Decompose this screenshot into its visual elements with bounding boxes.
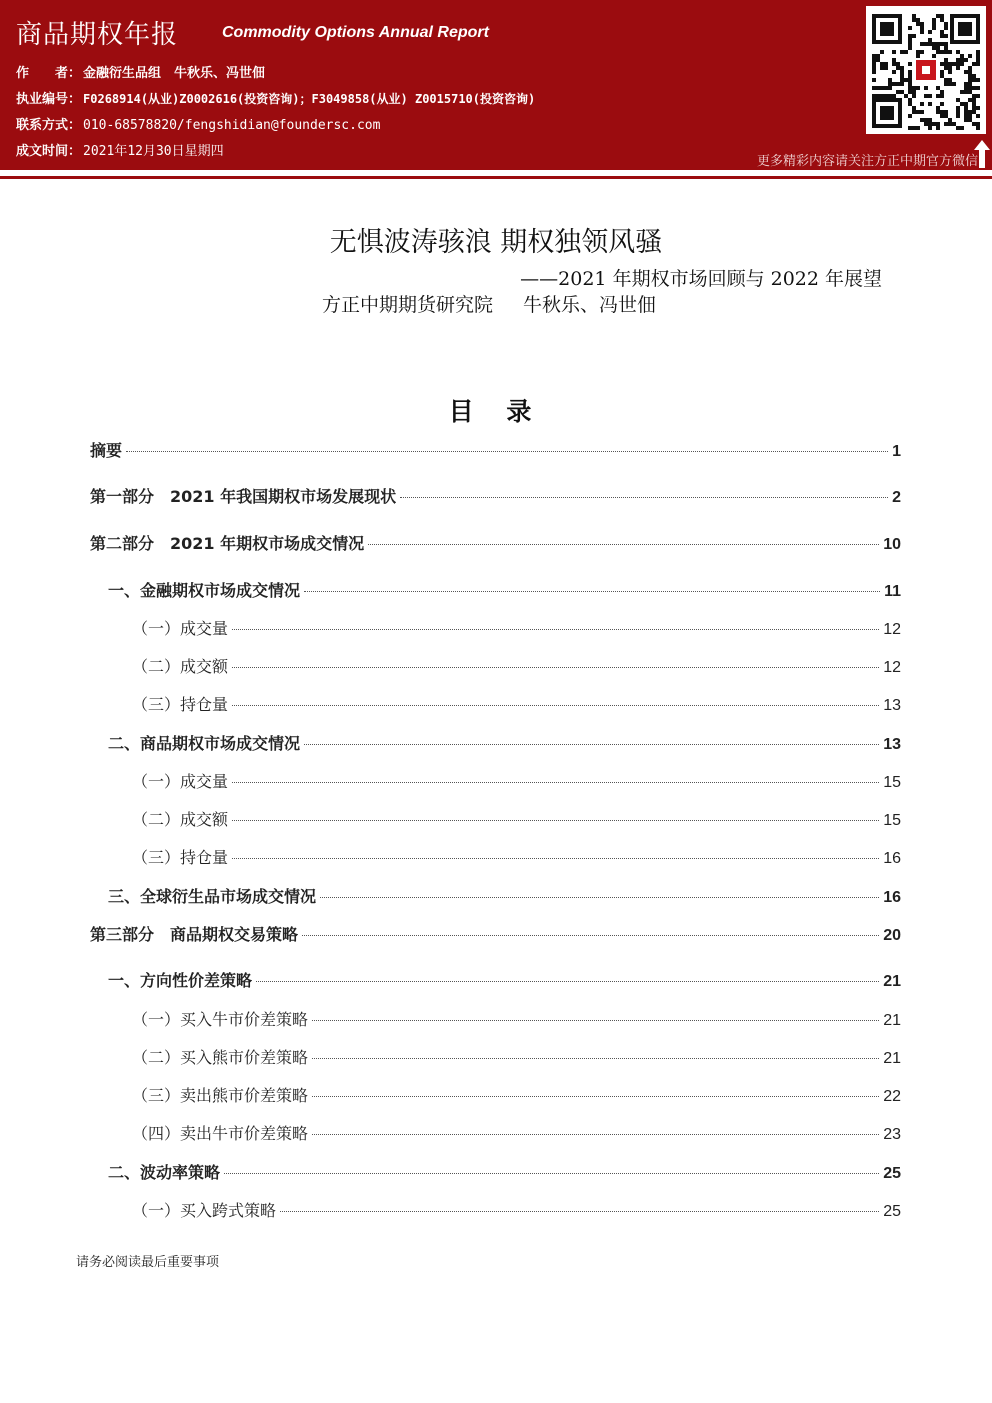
meta-license-value: F0268914(从业)Z0002616(投资咨询)；F3049858(从业) Z0015710(投资咨询) [83,92,536,106]
toc-leader [312,1058,879,1059]
report-header [0,0,992,170]
toc-entry-page: 13 [883,697,901,714]
toc-entry-page: 20 [883,927,901,944]
meta-contact-label: 联系方式： [16,118,82,133]
toc-entry-page: 13 [883,736,901,753]
toc-entry-page: 2 [892,489,901,506]
toc-leader [232,782,879,783]
arrow-up-icon [974,140,990,168]
toc-entry[interactable] [90,922,901,946]
toc-leader [400,497,888,498]
toc-entry-page: 25 [883,1165,901,1182]
toc-entry[interactable] [132,1007,901,1031]
toc-entry-page: 11 [884,583,901,600]
meta-date [16,140,224,159]
header-divider [0,176,992,179]
toc-leader [304,744,879,745]
toc-entry-page: 15 [883,812,901,829]
document-subtitle: ——2021 年期权市场回顾与 2022 年展望 [520,268,882,290]
toc-entry[interactable] [132,769,901,793]
meta-date-label: 成文时间： [16,144,82,159]
toc-leader [224,1173,879,1174]
toc-leader [280,1211,879,1212]
toc-entry[interactable] [108,884,901,908]
toc-entry-text: （四）卖出牛市价差策略 [132,1124,309,1143]
toc-entry-text: 一、方向性价差策略 [108,971,253,990]
meta-author-value: 金融衍生品组 牛秋乐、冯世佃 [83,66,266,81]
toc-entry-text: 第二部分 2021 年期权市场成交情况 [90,534,365,553]
meta-date-value: 2021年12月30日星期四 [83,144,224,159]
meta-author-label: 作 者： [16,66,82,81]
toc-entry-page: 21 [883,1012,901,1029]
toc-entry-text: 一、金融期权市场成交情况 [108,581,301,600]
toc-entry[interactable] [132,1198,901,1222]
document-byline [322,290,656,317]
toc-leader [368,544,879,545]
document-authors: 牛秋乐、冯世佃 [523,294,657,316]
toc-entry[interactable] [90,438,901,462]
follow-wechat-note: 更多精彩内容请关注方正中期官方微信 [756,154,978,169]
toc-leader [232,705,879,706]
toc-entry-text: （二）成交额 [132,657,229,676]
toc-leader [312,1020,879,1021]
toc-leader [232,667,879,668]
toc-entry-page: 16 [883,889,901,906]
toc-entry[interactable] [132,692,901,716]
qr-code-icon[interactable] [866,6,986,134]
report-type-title: 商品期权年报 [16,20,179,50]
toc-entry-text: 第一部分 2021 年我国期权市场发展现状 [90,487,397,506]
toc-entry-text: 二、波动率策略 [108,1163,221,1182]
toc-entry-text: （一）买入牛市价差策略 [132,1010,309,1029]
toc-entry-page: 22 [883,1088,901,1105]
toc-entry[interactable] [90,531,901,555]
toc-entry-page: 16 [883,850,901,867]
document-org: 方正中期期货研究院 [322,294,494,316]
toc-leader [302,935,879,936]
toc-entry-text: 第三部分 商品期权交易策略 [90,925,299,944]
toc-entry[interactable] [132,1083,901,1107]
toc-leader [232,858,879,859]
toc-heading: 目 录 [448,397,544,426]
meta-license-label: 执业编号： [16,92,82,107]
toc-entry-page: 23 [883,1126,901,1143]
toc-leader [232,820,879,821]
toc-leader [312,1134,879,1135]
toc-entry[interactable] [132,1121,901,1145]
toc-entry-page: 25 [883,1203,901,1220]
toc-leader [312,1096,879,1097]
toc-leader [320,897,879,898]
meta-contact-value[interactable]: 010-68578820/fengshidian@foundersc.com [83,118,381,133]
toc-entry[interactable] [108,968,901,992]
toc-entry[interactable] [132,654,901,678]
document-title: 无惧波涛骇浪 期权独领风骚 [329,227,663,258]
toc-entry[interactable] [90,484,901,508]
toc-entry-page: 21 [883,973,901,990]
footer-disclaimer-note: 请务必阅读最后重要事项 [76,1255,220,1270]
toc-entry-page: 15 [883,774,901,791]
toc-entry[interactable] [132,1045,901,1069]
toc-entry-text: 三、全球衍生品市场成交情况 [108,887,317,906]
meta-author [16,62,265,81]
toc-entry-text: （三）持仓量 [132,848,229,867]
toc-entry-text: （一）成交量 [132,772,229,791]
report-type-title-en: Commodity Options Annual Report [222,24,489,41]
toc-entry-page: 1 [892,443,901,460]
toc-entry-text: （一）买入跨式策略 [132,1201,277,1220]
toc-entry-page: 10 [883,536,901,553]
toc-entry-text: 二、商品期权市场成交情况 [108,734,301,753]
toc-entry[interactable] [108,578,901,602]
toc-entry[interactable] [132,616,901,640]
toc-entry-page: 21 [883,1050,901,1067]
toc-leader [304,591,880,592]
toc-entry-text: （三）持仓量 [132,695,229,714]
toc-entry-page: 12 [883,621,901,638]
toc-entry-page: 12 [883,659,901,676]
toc-entry[interactable] [108,731,901,755]
toc-entry-text: 摘要 [90,441,123,460]
toc-entry[interactable] [132,807,901,831]
toc-entry[interactable] [108,1160,901,1184]
toc-entry[interactable] [132,845,901,869]
toc-leader [126,451,888,452]
meta-license [16,88,535,107]
toc-entry-text: （一）成交量 [132,619,229,638]
toc-leader [232,629,879,630]
meta-contact [16,114,380,133]
toc-entry-text: （三）卖出熊市价差策略 [132,1086,309,1105]
toc-entry-text: （二）买入熊市价差策略 [132,1048,309,1067]
toc-entry-text: （二）成交额 [132,810,229,829]
toc-leader [256,981,879,982]
